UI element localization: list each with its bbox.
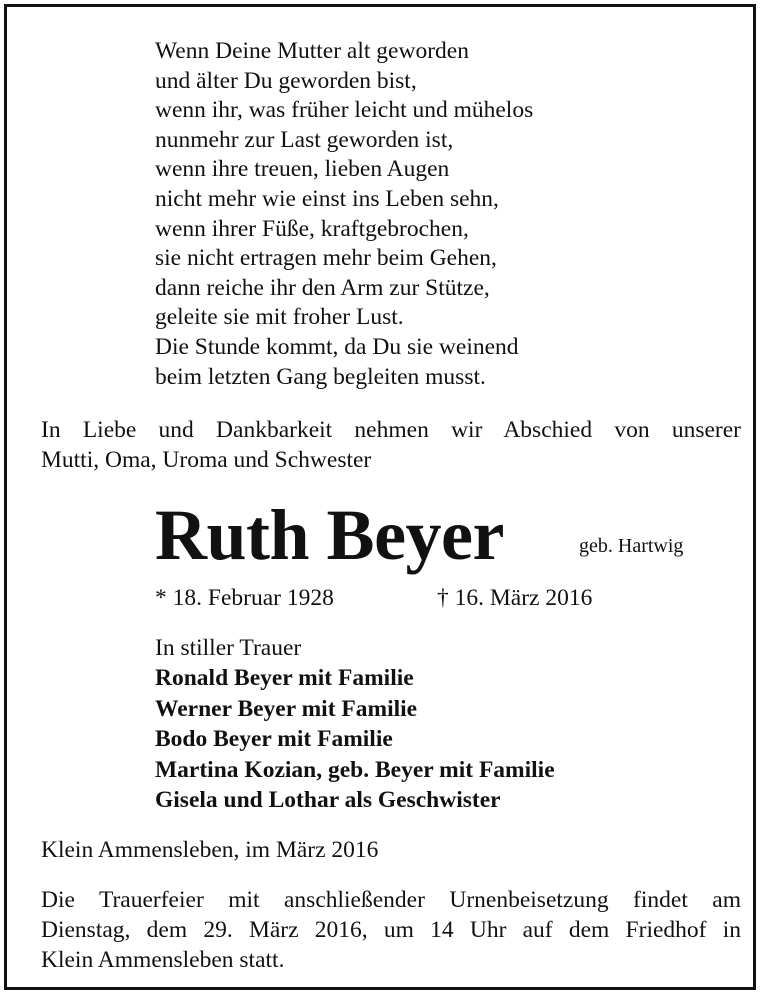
poem-line: sie nicht ertragen mehr beim Gehen,: [155, 245, 497, 272]
funeral-ceremony-info: [41, 885, 741, 975]
life-dates: [155, 583, 675, 615]
poem-line: Wenn Deine Mutter alt geworden: [155, 38, 469, 64]
poem: [155, 37, 675, 392]
obituary-notice: [4, 4, 756, 990]
deceased-name-block: [155, 495, 745, 575]
poem-line: und älter Du geworden bist,: [155, 67, 417, 94]
poem-line: dann reiche ihr den Arm zur Stütze,: [155, 274, 490, 301]
mourner-name: Werner Beyer mit Familie: [155, 695, 418, 722]
ceremony-line: Klein Ammensleben statt.: [41, 947, 285, 973]
poem-line: geleite sie mit froher Lust.: [155, 304, 404, 331]
birth-date: * 18. Februar 1928: [155, 585, 334, 611]
poem-line: wenn ihr, was früher leicht und mühelos: [155, 97, 534, 124]
mourner-name: Gisela und Lothar als Geschwister: [155, 787, 501, 814]
place-and-date: Klein Ammensleben, im März 2016: [41, 837, 379, 863]
mourner-name: Martina Kozian, geb. Beyer mit Familie: [155, 756, 555, 783]
poem-line: Die Stunde kommt, da Du sie weinend: [155, 333, 519, 360]
poem-line: wenn ihre treuen, lieben Augen: [155, 156, 450, 183]
farewell-intro-line: Mutti, Oma, Uroma und Schwester: [41, 447, 372, 473]
deceased-birth-name: geb. Hartwig: [579, 535, 684, 557]
mourner-name: Ronald Beyer mit Familie: [155, 665, 414, 691]
mourners-intro: In stiller Trauer: [155, 635, 302, 661]
farewell-intro: [41, 415, 741, 475]
ceremony-line: Dienstag, dem 29. März 2016, um 14 Uhr auf dem Friedhof in: [41, 917, 741, 943]
poem-line: nunmehr zur Last geworden ist,: [155, 126, 454, 153]
mourner-name: Bodo Beyer mit Familie: [155, 726, 393, 753]
poem-line: nicht mehr wie einst ins Leben sehn,: [155, 185, 499, 212]
deceased-name: Ruth Beyer: [155, 495, 504, 575]
mourners-list: [155, 633, 715, 816]
farewell-intro-line: In Liebe und Dankbarkeit nehmen wir Abschied von unserer: [41, 417, 741, 443]
poem-line: beim letzten Gang begleiten musst.: [155, 363, 486, 390]
death-date: † 16. März 2016: [437, 585, 593, 611]
poem-line: wenn ihrer Füße, kraftgebrochen,: [155, 215, 469, 242]
ceremony-line: Die Trauerfeier mit anschließender Urnenbeisetzung findet am: [41, 887, 741, 913]
